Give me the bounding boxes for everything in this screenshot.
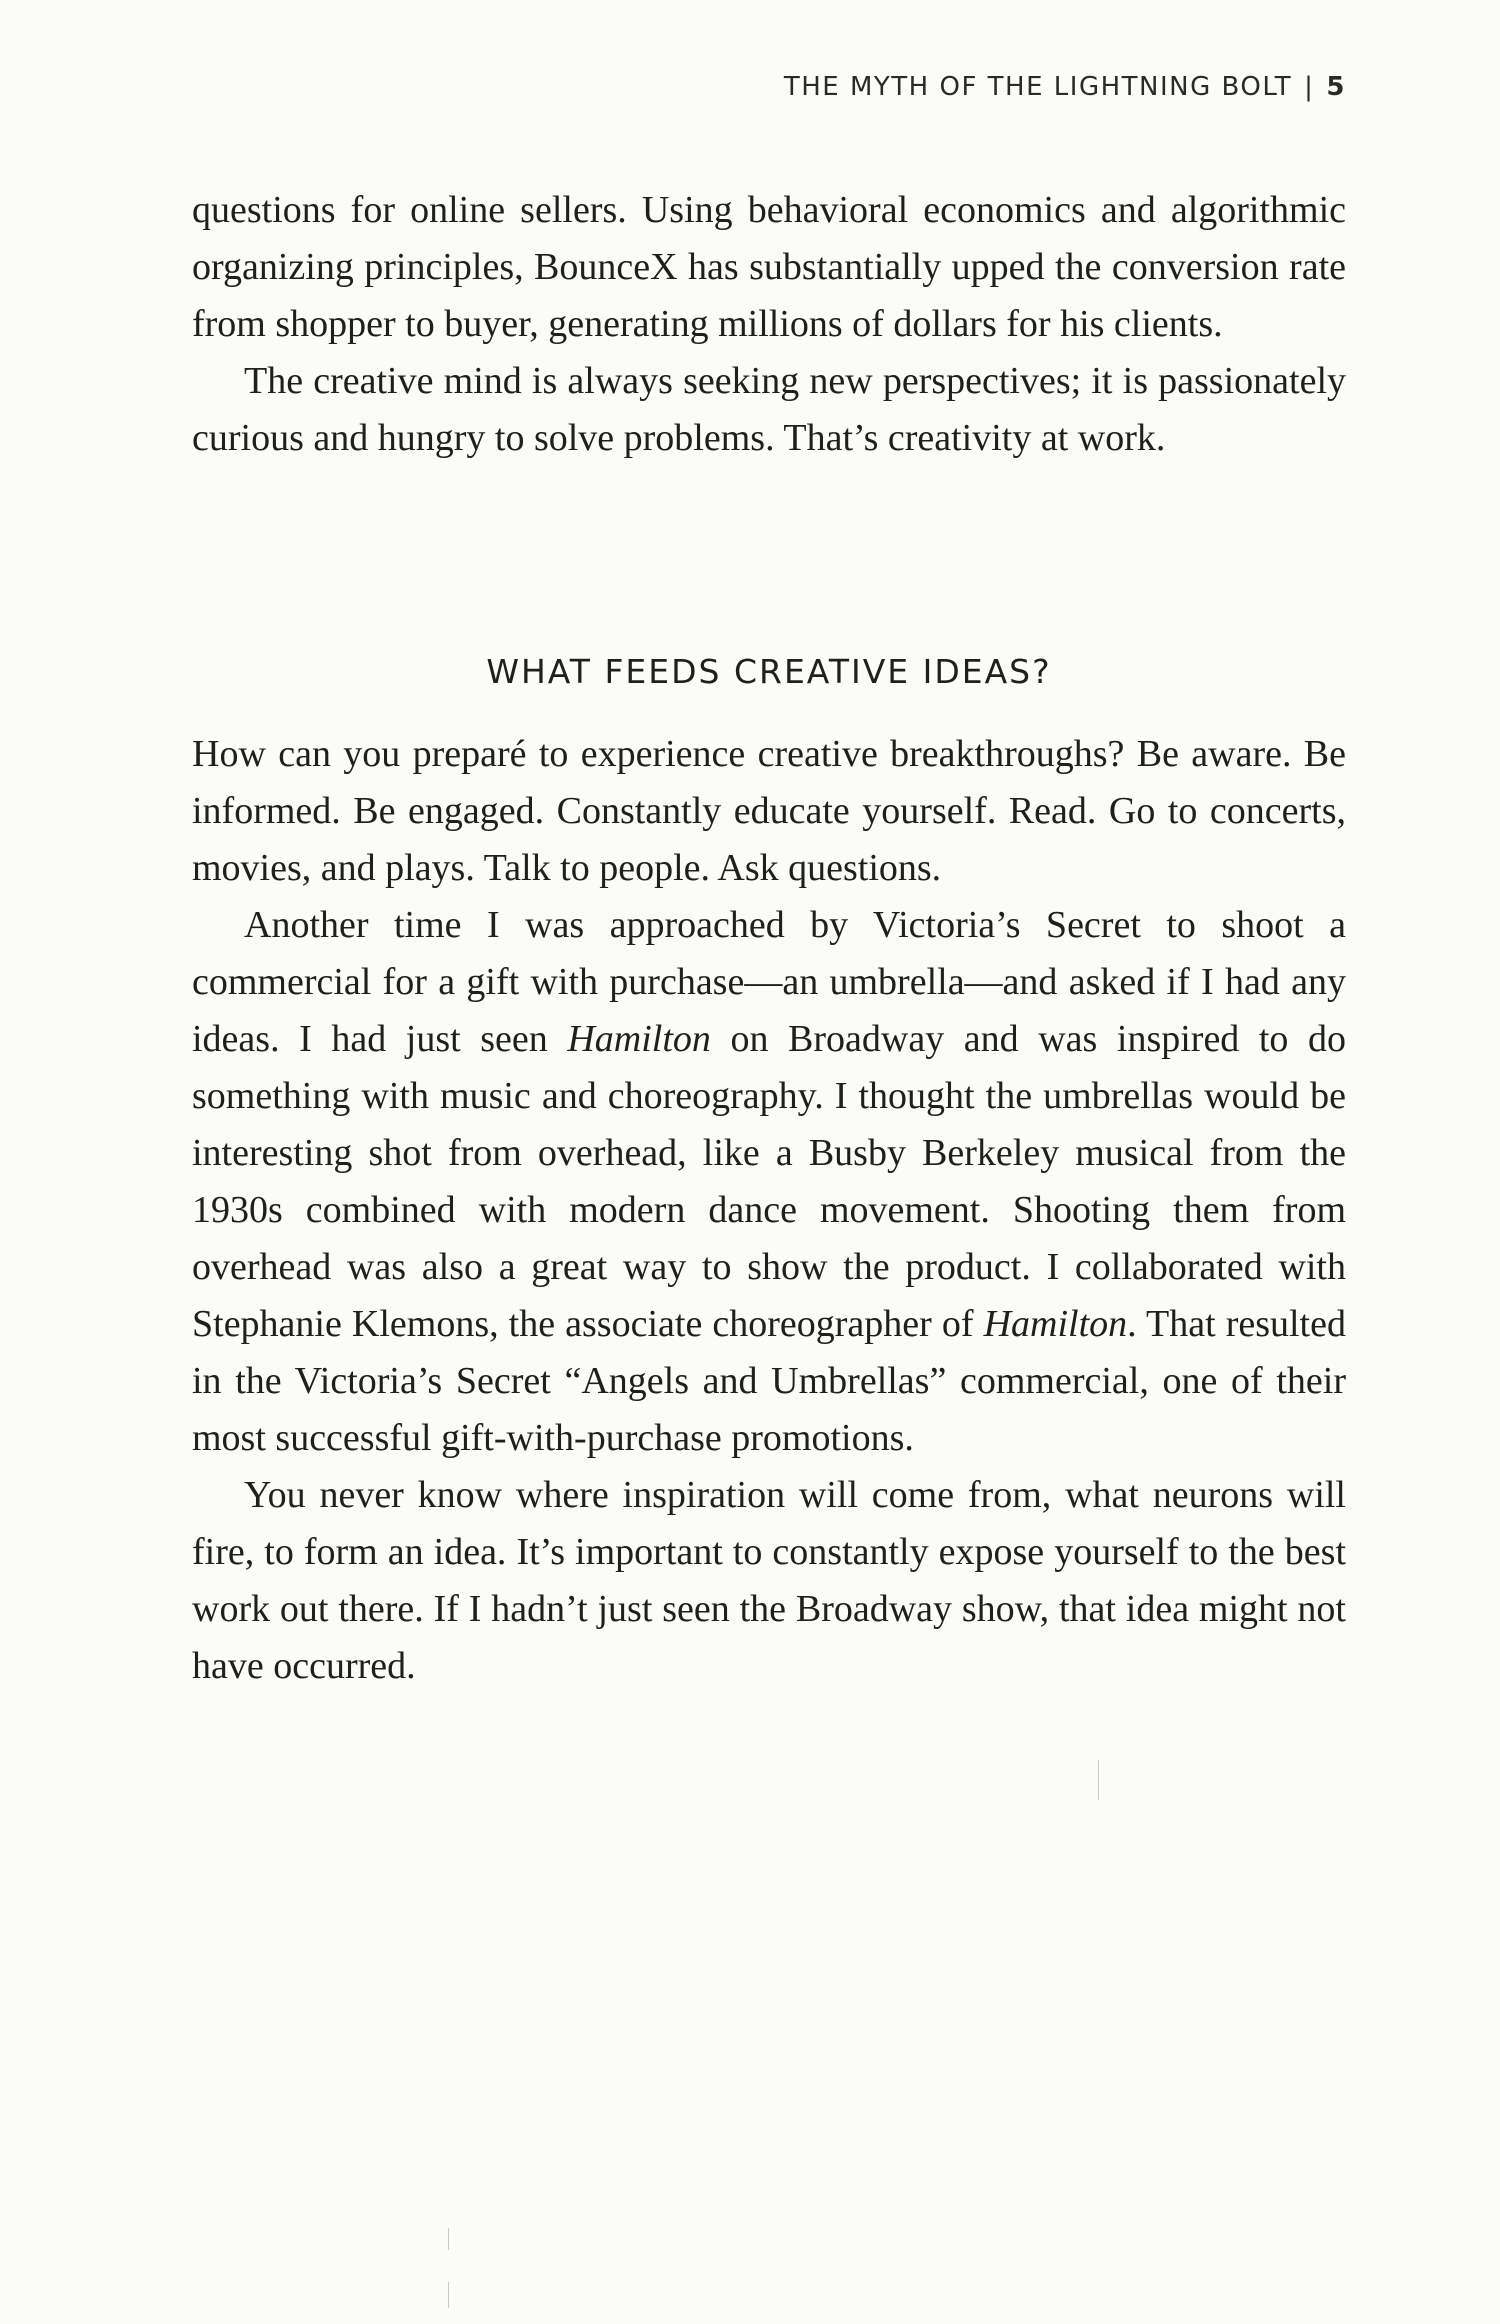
- running-head: [784, 72, 1346, 102]
- text-block-top: [192, 182, 1346, 467]
- paragraph-text: . That resulted in the Victoria’s Secret “Angels and Umbrellas” commercial, one of their most successful gift-with-purchase promotions.: [192, 1303, 1346, 1459]
- paragraph-inspiration: You never know where inspiration will come from, what neurons will fire, to form an idea. It’s important to constantly expose yourself to the best work out there. If I hadn’t just seen the Broadway show, that idea might not have occurred.: [192, 1474, 1346, 1687]
- text-block-bottom: [192, 726, 1346, 1695]
- paragraph-continuation: questions for online sellers. Using behavioral economics and algorithmic organizing principles, BounceX has substantially upped the conversion rate from shopper to buyer, generating millions of dollars for his clients.: [192, 189, 1346, 345]
- paragraph-creative-mind: The creative mind is always seeking new perspectives; it is passionately curious and hungry to solve problems. That’s creativity at work.: [192, 360, 1346, 459]
- scan-mark: [448, 2228, 449, 2250]
- paragraph-text: on Broadway and was inspired to do something with music and choreography. I thought the umbrellas would be interesting shot from overhead, like a Busby Berkeley musical from the 1930s combined with modern dance movement. Shooting them from overhead was also a great way to show the product. I collaborated with Stephanie Klemons, the associate choreographer of: [192, 1018, 1346, 1345]
- paragraph-victorias-secret: [192, 897, 1346, 1467]
- scan-mark: [448, 2282, 449, 2308]
- show-title-italic: Hamilton: [983, 1303, 1128, 1345]
- paragraph-text: Another time I was approached by Victoria’s Secret to shoot a commercial for a gift with purchase—an umbrella—and asked if I had any ideas. I had just seen: [192, 904, 1346, 1060]
- running-head-title: THE MYTH OF THE LIGHTNING BOLT: [783, 72, 1293, 102]
- show-title-italic: Hamilton: [567, 1018, 711, 1060]
- running-head-separator: |: [1304, 72, 1315, 102]
- section-heading: WHAT FEEDS CREATIVE IDEAS?: [486, 652, 1052, 691]
- page-number: 5: [1326, 72, 1346, 102]
- paragraph-prepare: How can you preparé to experience creative breakthroughs? Be aware. Be informed. Be engaged. Constantly educate yourself. Read. Go to concerts, movies, and plays. Talk to people. Ask questions.: [192, 733, 1346, 889]
- scan-mark: [1098, 1760, 1099, 1800]
